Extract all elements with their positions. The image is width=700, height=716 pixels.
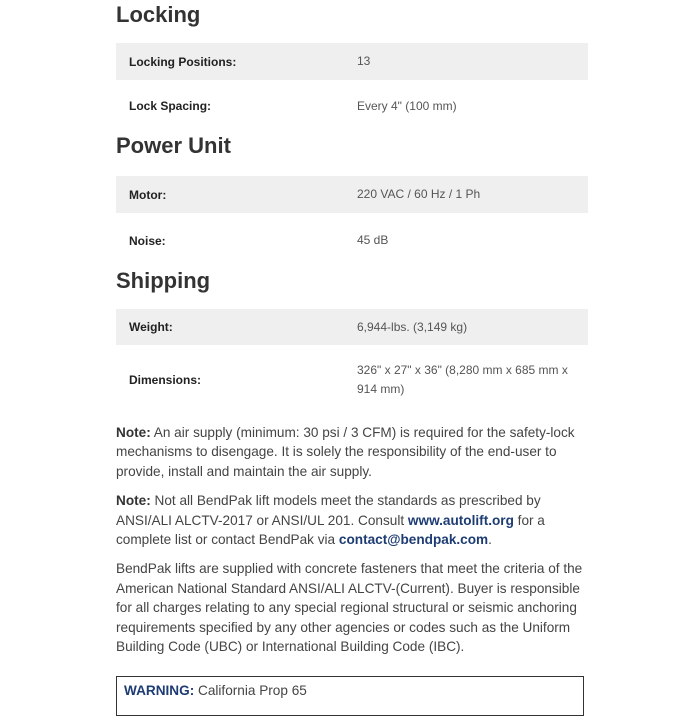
contact-email-link[interactable]: contact@bendpak.com	[338, 532, 489, 548]
autolift-link[interactable]: www.autolift.org	[407, 512, 514, 528]
note-text: Not all BendPak lift models meet the standards as prescribed by ANSI/ALI ALCTV-2017 or ANSI/UL 201. Consult	[116, 493, 541, 528]
note-text: for a complete list or contact BendPak via	[116, 512, 545, 548]
section-title-power-unit: Power Unit	[116, 133, 231, 158]
specs-table-shipping	[116, 309, 588, 415]
spec-row	[116, 80, 588, 132]
spec-label: Locking Positions:	[129, 54, 237, 69]
spec-row	[116, 43, 588, 80]
spec-value: 6,944-lbs. (3,149 kg)	[357, 319, 468, 334]
note-label: Note:	[116, 425, 151, 440]
note-standards	[116, 491, 588, 549]
spec-row	[116, 309, 588, 345]
note-text: .	[488, 532, 492, 548]
spec-label: Lock Spacing:	[129, 99, 212, 113]
note-text: An air supply (minimum: 30 psi / 3 CFM) is required for the safety-lock mechanisms to disengage. It is solely the responsibility of the end-user to provide, install and maintain the air supply.	[116, 425, 575, 479]
spec-value: 326" x 27" x 36" (8,280 mm x 685 mm x 914 mm)	[357, 363, 568, 396]
specs-table-locking	[116, 43, 588, 132]
warning-text: California Prop 65	[194, 683, 307, 698]
note-label: Note:	[116, 493, 151, 509]
spec-row	[116, 213, 588, 268]
spec-content	[116, 0, 588, 656]
warning-box	[116, 676, 584, 716]
section-title-shipping: Shipping	[116, 268, 211, 293]
spec-value: 13	[357, 54, 371, 68]
specs-table-power-unit	[116, 176, 588, 268]
section-title-locking: Locking	[116, 2, 201, 27]
note-air-supply	[116, 423, 588, 481]
spec-label: Weight:	[129, 320, 173, 334]
warning-label: WARNING:	[124, 683, 195, 698]
spec-value: Every 4" (100 mm)	[357, 98, 457, 113]
fasteners-paragraph: BendPak lifts are supplied with concrete fasteners that meet the criteria of the American National Standard ANSI/ALI ALCTV-(Current). Buyer is responsible for all charges relating to any special regional structural or seismic anchoring requirements specified by any other agencies or codes such as the Uniform Building Code (UBC) or International Building Code (IBC).	[116, 561, 583, 655]
spec-label: Noise:	[129, 233, 166, 248]
spec-label: Dimensions:	[129, 373, 202, 387]
spec-value: 220 VAC / 60 Hz / 1 Ph	[357, 187, 481, 201]
spec-value: 45 dB	[357, 233, 389, 247]
spec-row	[116, 176, 588, 213]
spec-row	[116, 345, 588, 415]
spec-label: Motor:	[129, 187, 167, 202]
